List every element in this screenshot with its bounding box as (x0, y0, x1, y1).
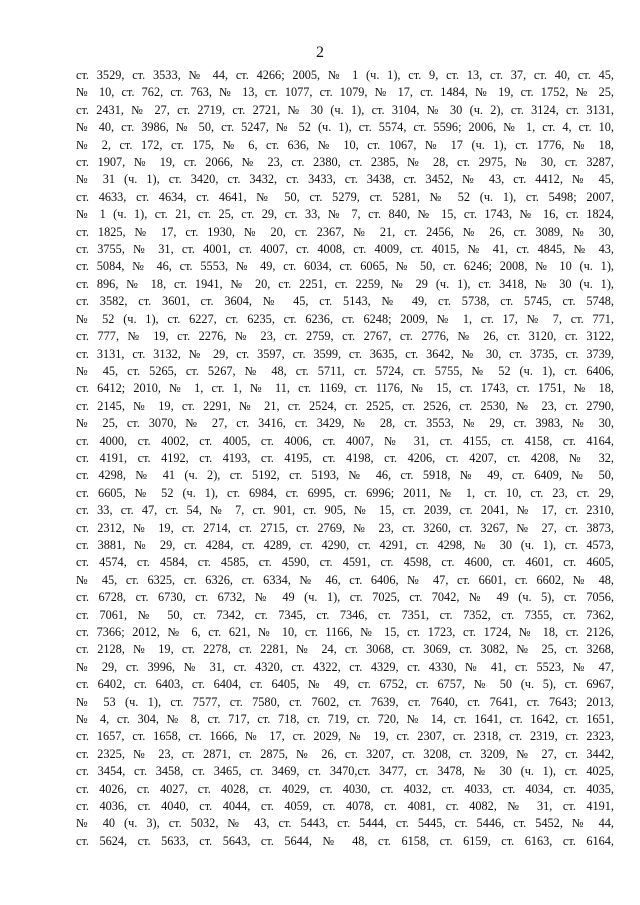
text-line: ст. 5624, ст. 5633, ст. 5643, ст. 5644, № 48, ст. 6158, ст. 6159, ст. 6163, ст. 6164, (76, 833, 614, 848)
text-line: № 53 (ч. 1), ст. 7577, ст. 7580, ст. 7602, ст. 7639, ст. 7640, ст. 7641, ст. 7643; 2013, (76, 694, 614, 709)
text-line: ст. 5084, № 46, ст. 5553, № 49, ст. 6034, ст. 6065, № 50, ст. 6246; 2008, № 10 (ч. 1), (76, 259, 614, 274)
text-line: № 10, ст. 762, ст. 763, № 13, ст. 1077, ст. 1079, № 17, ст. 1484, № 19, ст. 1752, № 25, (76, 85, 614, 100)
text-line: № 2, ст. 172, ст. 175, № 6, ст. 636, № 10, ст. 1067, № 17 (ч. 1), ст. 1776, № 18, (76, 137, 614, 152)
text-line: ст. 2128, № 19, ст. 2278, ст. 2281, № 24, ст. 3068, ст. 3069, ст. 3082, № 25, ст. 3268, (76, 642, 614, 657)
text-line: ст. 4036, ст. 4040, ст. 4044, ст. 4059, ст. 4078, ст. 4081, ст. 4082, № 31, ст. 4191, (76, 799, 614, 814)
text-line: № 4, ст. 304, № 8, ст. 717, ст. 718, ст. 719, ст. 720, № 14, ст. 1641, ст. 1642, ст. 1651, (76, 712, 614, 727)
text-line: № 52 (ч. 1), ст. 6227, ст. 6235, ст. 6236, ст. 6248; 2009, № 1, ст. 17, № 7, ст. 771, (76, 311, 614, 326)
text-line: № 29, ст. 3996, № 31, ст. 4320, ст. 4322, ст. 4329, ст. 4330, № 41, ст. 5523, № 47, (76, 659, 614, 674)
text-line: ст. 6728, ст. 6730, ст. 6732, № 49 (ч. 1), ст. 7025, ст. 7042, № 49 (ч. 5), ст. 7056, (76, 590, 614, 605)
text-line: ст. 7366; 2012, № 6, ст. 621, № 10, ст. 1166, № 15, ст. 1723, ст. 1724, № 18, ст. 2126, (76, 625, 614, 639)
text-line: ст. 6412; 2010, № 1, ст. 1, № 11, ст. 1169, ст. 1176, № 15, ст. 1743, ст. 1751, № 18, (76, 381, 614, 396)
text-line: ст. 3529, ст. 3533, № 44, ст. 4266; 2005, № 1 (ч. 1), ст. 9, ст. 13, ст. 37, ст. 40, ст. 45, (76, 68, 614, 82)
text-line: ст. 2312, № 19, ст. 2714, ст. 2715, ст. 2769, № 23, ст. 3260, ст. 3267, № 27, ст. 3873, (76, 520, 614, 535)
text-line: ст. 1907, № 19, ст. 2066, № 23, ст. 2380, ст. 2385, № 28, ст. 2975, № 30, ст. 3287, (76, 155, 614, 170)
text-line: ст. 7061, № 50, ст. 7342, ст. 7345, ст. 7346, ст. 7351, ст. 7352, ст. 7355, ст. 7362, (76, 607, 614, 622)
text-line: ст. 4026, ст. 4027, ст. 4028, ст. 4029, ст. 4030, ст. 4032, ст. 4033, ст. 4034, ст. 4035, (76, 781, 614, 796)
text-line: ст. 6605, № 52 (ч. 1), ст. 6984, ст. 6995, ст. 6996; 2011, № 1, ст. 10, ст. 23, ст. 29, (76, 485, 614, 500)
text-line: № 25, ст. 3070, № 27, ст. 3416, ст. 3429, № 28, ст. 3553, № 29, ст. 3983, № 30, (76, 416, 614, 431)
text-line: ст. 1657, ст. 1658, ст. 1666, № 17, ст. 2029, № 19, ст. 2307, ст. 2318, ст. 2319, ст. 2323, (76, 729, 614, 744)
text-line: ст. 6402, ст. 6403, ст. 6404, ст. 6405, № 49, ст. 6752, ст. 6757, № 50 (ч. 5), ст. 6967, (76, 677, 614, 692)
text-line: ст. 2325, № 23, ст. 2871, ст. 2875, № 26, ст. 3207, ст. 3208, ст. 3209, № 27, ст. 3442, (76, 746, 614, 761)
text-line: ст. 4000, ст. 4002, ст. 4005, ст. 4006, ст. 4007, № 31, ст. 4155, ст. 4158, ст. 4164, (76, 433, 614, 448)
text-line: ст. 3454, ст. 3458, ст. 3465, ст. 3469, ст. 3470,ст. 3477, ст. 3478, № 30 (ч. 1), ст. 4025, (76, 764, 614, 779)
text-line: ст. 2145, № 19, ст. 2291, № 21, ст. 2524, ст. 2525, ст. 2526, ст. 2530, № 23, ст. 2790, (76, 398, 614, 413)
text-line: ст. 2431, № 27, ст. 2719, ст. 2721, № 30 (ч. 1), ст. 3104, № 30 (ч. 2), ст. 3124, ст. 3131, (76, 102, 614, 117)
text-line: ст. 3755, № 31, ст. 4001, ст. 4007, ст. 4008, ст. 4009, ст. 4015, № 41, ст. 4845, № 43, (76, 242, 614, 257)
text-line: № 1 (ч. 1), ст. 21, ст. 25, ст. 29, ст. 33, № 7, ст. 840, № 15, ст. 1743, № 16, ст. 1824, (76, 207, 614, 222)
text-line: № 45, ст. 5265, ст. 5267, № 48, ст. 5711, ст. 5724, ст. 5755, № 52 (ч. 1), ст. 6406, (76, 363, 614, 378)
text-line: ст. 4633, ст. 4634, ст. 4641, № 50, ст. 5279, ст. 5281, № 52 (ч. 1), ст. 5498; 2007, (76, 189, 614, 204)
citation-text-body (76, 67, 614, 850)
text-line: ст. 4191, ст. 4192, ст. 4193, ст. 4195, ст. 4198, ст. 4206, ст. 4207, ст. 4208, № 32, (76, 450, 614, 465)
text-line: ст. 777, № 19, ст. 2276, № 23, ст. 2759, ст. 2767, ст. 2776, № 26, ст. 3120, ст. 3122, (76, 329, 614, 344)
text-line: ст. 4574, ст. 4584, ст. 4585, ст. 4590, ст. 4591, ст. 4598, ст. 4600, ст. 4601, ст. 4605, (76, 555, 614, 570)
text-line: ст. 3881, № 29, ст. 4284, ст. 4289, ст. 4290, ст. 4291, ст. 4298, № 30 (ч. 1), ст. 4573, (76, 537, 614, 552)
text-line: № 40 (ч. 3), ст. 5032, № 43, ст. 5443, ст. 5444, ст. 5445, ст. 5446, ст. 5452, № 44, (76, 816, 614, 831)
text-line: ст. 3582, ст. 3601, ст. 3604, № 45, ст. 5143, № 49, ст. 5738, ст. 5745, ст. 5748, (76, 294, 614, 309)
text-line: № 40, ст. 3986, № 50, ст. 5247, № 52 (ч. 1), ст. 5574, ст. 5596; 2006, № 1, ст. 4, ст. 10, (76, 120, 614, 135)
text-line: ст. 896, № 18, ст. 1941, № 20, ст. 2251, ст. 2259, № 29 (ч. 1), ст. 3418, № 30 (ч. 1), (76, 276, 614, 291)
text-line: ст. 33, ст. 47, ст. 54, № 7, ст. 901, ст. 905, № 15, ст. 2039, ст. 2041, № 17, ст. 2310, (76, 503, 614, 518)
text-line: ст. 1825, № 17, ст. 1930, № 20, ст. 2367, № 21, ст. 2456, № 26, ст. 3089, № 30, (76, 224, 614, 239)
text-line: ст. 3131, ст. 3132, № 29, ст. 3597, ст. 3599, ст. 3635, ст. 3642, № 30, ст. 3735, ст. 3739, (76, 346, 614, 361)
text-line: № 31 (ч. 1), ст. 3420, ст. 3432, ст. 3433, ст. 3438, ст. 3452, № 43, ст. 4412, № 45, (76, 172, 614, 187)
text-line: № 45, ст. 6325, ст. 6326, ст. 6334, № 46, ст. 6406, № 47, ст. 6601, ст. 6602, № 48, (76, 572, 614, 587)
page-number: 2 (316, 44, 324, 61)
text-line: ст. 4298, № 41 (ч. 2), ст. 5192, ст. 5193, № 46, ст. 5918, № 49, ст. 6409, № 50, (76, 468, 614, 483)
